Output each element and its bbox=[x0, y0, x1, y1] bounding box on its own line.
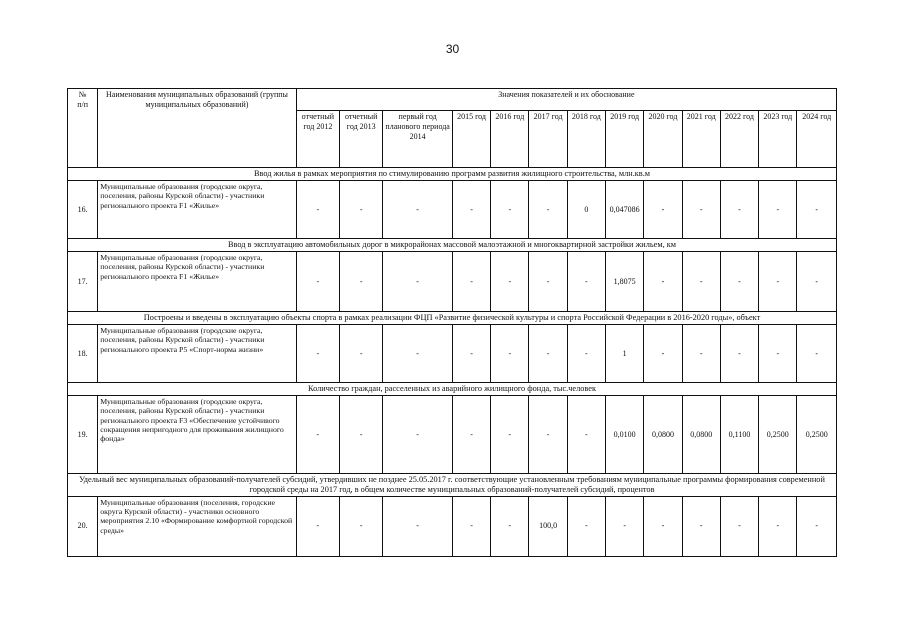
section-title-row bbox=[68, 311, 837, 324]
value-cell: - bbox=[797, 251, 837, 311]
value-cell: 0,047086 bbox=[606, 180, 644, 238]
section-title-row bbox=[68, 473, 837, 496]
row-number: 17. bbox=[68, 251, 98, 311]
value-cell: - bbox=[682, 251, 720, 311]
value-cell: - bbox=[296, 324, 339, 382]
value-cell: - bbox=[383, 251, 453, 311]
value-cell: - bbox=[491, 395, 529, 473]
header-group-row bbox=[68, 89, 837, 111]
value-cell: - bbox=[340, 496, 383, 556]
value-cell: - bbox=[340, 324, 383, 382]
value-cell: 1 bbox=[606, 324, 644, 382]
header-year: 2021 год bbox=[682, 111, 720, 168]
value-cell: - bbox=[759, 324, 797, 382]
value-cell: - bbox=[567, 395, 605, 473]
value-cell: - bbox=[296, 251, 339, 311]
section-title-row bbox=[68, 238, 837, 251]
value-cell: - bbox=[452, 324, 490, 382]
value-cell: - bbox=[606, 496, 644, 556]
header-year: 2024 год bbox=[797, 111, 837, 168]
value-cell: - bbox=[567, 324, 605, 382]
value-cell: - bbox=[682, 180, 720, 238]
value-cell: - bbox=[452, 496, 490, 556]
table-row bbox=[68, 496, 837, 556]
value-cell: - bbox=[567, 496, 605, 556]
value-cell: 0,2500 bbox=[797, 395, 837, 473]
value-cell: - bbox=[797, 324, 837, 382]
section-title: Построены и введены в эксплуатацию объекты спорта в рамках реализации ФЦП «Развитие физической культуры и спорта Российской Федерации в 2016-2020 годы», объект bbox=[68, 311, 837, 324]
row-number: 19. bbox=[68, 395, 98, 473]
value-cell: - bbox=[296, 496, 339, 556]
table-row bbox=[68, 395, 837, 473]
row-name: Муниципальные образования (поселения, городские округа Курской области) - участники основного мероприятия 2.10 «Формирование комфортной городской среды» bbox=[98, 496, 297, 556]
value-cell: - bbox=[383, 496, 453, 556]
value-cell: 100,0 bbox=[529, 496, 567, 556]
value-cell: - bbox=[797, 496, 837, 556]
value-cell: 0 bbox=[567, 180, 605, 238]
value-cell: - bbox=[682, 496, 720, 556]
row-name: Муниципальные образования (городские округа, поселения, районы Курской области) - участники регионального проекта F3 «Обеспечение устойчивого сокращения непригодного для проживания жилищного фонда» bbox=[98, 395, 297, 473]
value-cell: - bbox=[340, 395, 383, 473]
row-name: Муниципальные образования (городские округа, поселения, районы Курской области) - участники регионального проекта P5 «Спорт-норма жизни» bbox=[98, 324, 297, 382]
value-cell: 0,2500 bbox=[759, 395, 797, 473]
value-cell: - bbox=[644, 251, 682, 311]
header-year: 2016 год bbox=[491, 111, 529, 168]
value-cell: - bbox=[296, 395, 339, 473]
value-cell: - bbox=[720, 180, 758, 238]
value-cell: - bbox=[340, 251, 383, 311]
value-cell: - bbox=[340, 180, 383, 238]
table-row bbox=[68, 251, 837, 311]
header-year: 2020 год bbox=[644, 111, 682, 168]
value-cell: 0,0800 bbox=[682, 395, 720, 473]
value-cell: - bbox=[644, 324, 682, 382]
value-cell: - bbox=[759, 496, 797, 556]
value-cell: - bbox=[452, 395, 490, 473]
value-cell: - bbox=[529, 180, 567, 238]
header-group bbox=[296, 89, 836, 111]
header-num bbox=[68, 89, 98, 168]
header-name-text: Наименования муниципальных образований (группы муниципальных образований) bbox=[106, 90, 288, 109]
value-cell: - bbox=[720, 324, 758, 382]
header-year: первый год планового периода 2014 bbox=[383, 111, 453, 168]
header-year: 2015 год bbox=[452, 111, 490, 168]
header-year: 2022 год bbox=[720, 111, 758, 168]
value-cell: - bbox=[529, 395, 567, 473]
value-cell: 0,1100 bbox=[720, 395, 758, 473]
value-cell: - bbox=[383, 180, 453, 238]
section-title: Ввод жилья в рамках мероприятия по стимулированию программ развития жилищного строительства, млн.кв.м bbox=[68, 168, 837, 181]
value-cell: - bbox=[296, 180, 339, 238]
row-number: 20. bbox=[68, 496, 98, 556]
header-year: 2017 год bbox=[529, 111, 567, 168]
header-group-text: Значения показателей и их обоснование bbox=[498, 90, 635, 99]
row-number: 16. bbox=[68, 180, 98, 238]
value-cell: - bbox=[759, 251, 797, 311]
value-cell: - bbox=[720, 251, 758, 311]
section-title: Количество граждан, расселенных из аварийного жилищного фонда, тыс.человек bbox=[68, 382, 837, 395]
value-cell: - bbox=[567, 251, 605, 311]
table-row bbox=[68, 180, 837, 238]
value-cell: - bbox=[491, 324, 529, 382]
header-year: 2019 год bbox=[606, 111, 644, 168]
value-cell: - bbox=[797, 180, 837, 238]
header-num-text: № п/п bbox=[77, 90, 88, 109]
value-cell: - bbox=[644, 180, 682, 238]
section-title: Удельный вес муниципальных образований-получателей субсидий, утвердивших не позднее 25.05.2017 г. соответствующие установленным требованиям муниципальные программы формирования современной городской среды на 2017 год, в общем количестве муниципальных образований-получателей субсидий, процентов bbox=[68, 473, 837, 496]
value-cell: - bbox=[529, 251, 567, 311]
value-cell: - bbox=[383, 395, 453, 473]
value-cell: - bbox=[682, 324, 720, 382]
section-title: Ввод в эксплуатацию автомобильных дорог в микрорайонах массовой малоэтажной и многоквартирной застройки жильем, км bbox=[68, 238, 837, 251]
header-year: 2023 год bbox=[759, 111, 797, 168]
value-cell: - bbox=[452, 251, 490, 311]
header-year: отчетный год 2013 bbox=[340, 111, 383, 168]
value-cell: - bbox=[491, 180, 529, 238]
indicators-table bbox=[67, 88, 837, 557]
value-cell: - bbox=[720, 496, 758, 556]
section-title-row bbox=[68, 168, 837, 181]
row-name: Муниципальные образования (городские округа, поселения, районы Курской области) - участники регионального проекта F1 «Жилье» bbox=[98, 180, 297, 238]
header-year: отчетный год 2012 bbox=[296, 111, 339, 168]
row-number: 18. bbox=[68, 324, 98, 382]
value-cell: - bbox=[452, 180, 490, 238]
value-cell: - bbox=[491, 496, 529, 556]
header-name bbox=[98, 89, 297, 168]
value-cell: - bbox=[383, 324, 453, 382]
row-name: Муниципальные образования (городские округа, поселения, районы Курской области) - участники регионального проекта F1 «Жилье» bbox=[98, 251, 297, 311]
section-title-row bbox=[68, 382, 837, 395]
value-cell: 0,0800 bbox=[644, 395, 682, 473]
table-row bbox=[68, 324, 837, 382]
value-cell: - bbox=[491, 251, 529, 311]
value-cell: - bbox=[644, 496, 682, 556]
value-cell: - bbox=[759, 180, 797, 238]
page-number: 30 bbox=[445, 42, 460, 56]
value-cell: 1,8075 bbox=[606, 251, 644, 311]
value-cell: - bbox=[529, 324, 567, 382]
value-cell: 0,0100 bbox=[606, 395, 644, 473]
header-year: 2018 год bbox=[567, 111, 605, 168]
